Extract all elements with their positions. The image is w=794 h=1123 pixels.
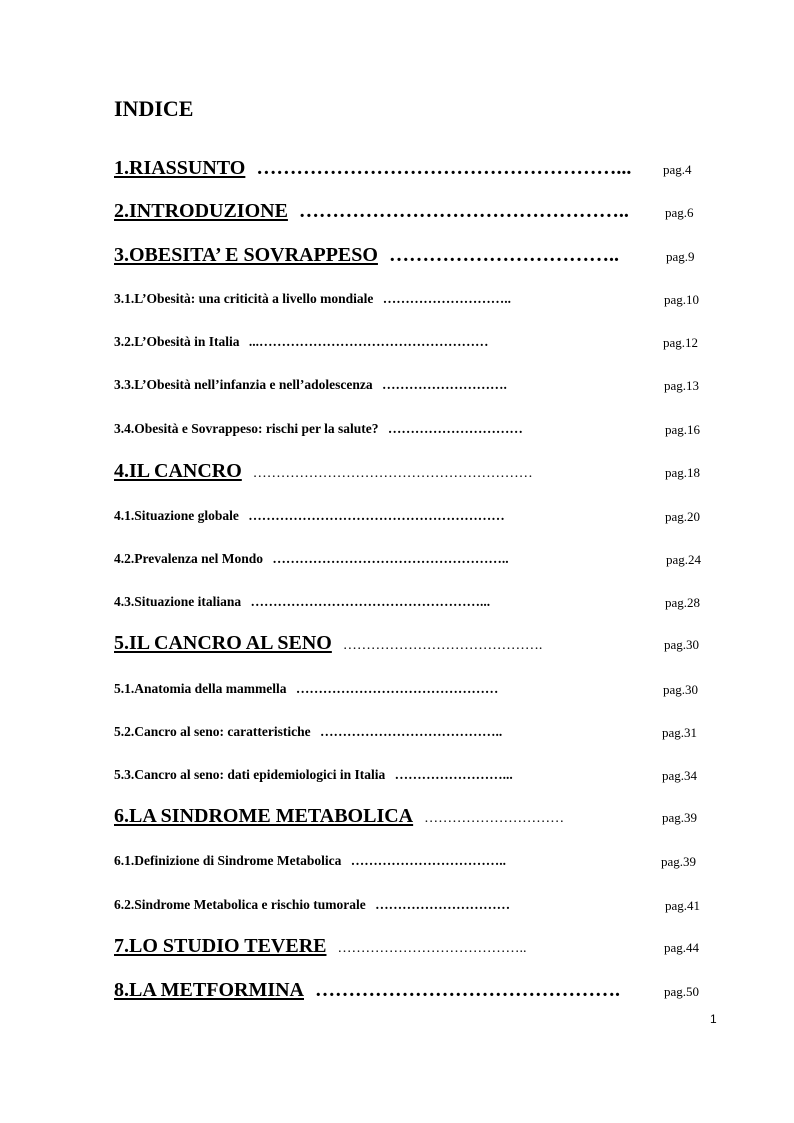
toc-entry-page: pag.41: [665, 898, 701, 913]
toc-entry-4-2[interactable]: [114, 551, 702, 567]
toc-entry-label: 3.1.L’Obesità: una criticità a livello mondiale: [114, 291, 374, 306]
toc-entry-3-4[interactable]: [114, 421, 701, 437]
toc-entry-label: 5.1.Anatomia della mammella: [114, 681, 287, 696]
toc-leader-dots: ……………………………………………………: [252, 466, 533, 481]
toc-entry-obesita-sovrappeso[interactable]: [114, 244, 695, 266]
toc-leader-dots: ……………………………………………..: [272, 551, 509, 566]
toc-entry-label: 6.2.Sindrome Metabolica e rischio tumorale: [114, 897, 366, 912]
toc-leader-dots: …………………………: [375, 897, 511, 912]
toc-entry-page: pag.24: [666, 552, 702, 567]
toc-entry-label: 6.LA SINDROME METABOLICA: [114, 805, 414, 827]
toc-entry-label: 3.3.L’Obesità nell’infanzia e nell’adolescenza: [114, 377, 373, 392]
toc-entry-label: 3.4.Obesità e Sovrappeso: rischi per la salute?: [114, 421, 379, 436]
toc-entry-page: pag.30: [664, 637, 700, 652]
toc-leader-dots: ……………………...: [394, 767, 513, 782]
toc-entry-3-2[interactable]: [114, 334, 699, 350]
page-number: 1: [710, 1012, 717, 1026]
toc-entry-sindrome-metabolica[interactable]: [114, 805, 698, 827]
toc-entry-5-2[interactable]: [114, 724, 698, 740]
toc-entry-page: pag.44: [664, 940, 700, 955]
toc-entry-page: pag.34: [662, 768, 698, 783]
toc-entry-page: pag.16: [665, 422, 701, 437]
toc-entry-page: pag.39: [662, 810, 698, 825]
toc-leader-dots: …………………………………………..: [298, 200, 629, 222]
toc-entry-page: pag.4: [663, 162, 692, 177]
toc-entry-riassunto[interactable]: [114, 157, 692, 179]
toc-entry-label: 5.3.Cancro al seno: dati epidemiologici in Italia: [114, 767, 386, 782]
toc-entry-metformina[interactable]: [114, 979, 700, 1001]
toc-entry-3-1[interactable]: [114, 291, 700, 307]
toc-entry-label: 5.2.Cancro al seno: caratteristiche: [114, 724, 311, 739]
toc-entry-label: 4.2.Prevalenza nel Mondo: [114, 551, 263, 566]
toc-entry-page: pag.13: [664, 378, 700, 393]
toc-entry-label: 2.INTRODUZIONE: [114, 200, 288, 222]
toc-entry-6-1[interactable]: [114, 853, 697, 869]
toc-leader-dots: ……………………………………….: [315, 979, 620, 1001]
toc-entry-label: 3.2.L’Obesità in Italia: [114, 334, 240, 349]
toc-entry-page: pag.30: [663, 682, 699, 697]
toc-entry-page: pag.50: [664, 984, 700, 999]
toc-entry-label: 7.LO STUDIO TEVERE: [114, 935, 327, 957]
toc-leader-dots: …………………………………………………: [248, 508, 505, 523]
toc-leader-dots: ……………………………..: [388, 244, 619, 266]
toc-leader-dots: ………………………………………………...: [256, 157, 632, 179]
toc-entry-page: pag.6: [665, 205, 694, 220]
toc-entry-6-2[interactable]: [114, 897, 701, 913]
page-title: INDICE: [114, 96, 194, 121]
toc-entry-label: 4.3.Situazione italiana: [114, 594, 242, 609]
toc-leader-dots: ……………………………..: [350, 853, 506, 868]
toc-leader-dots: …………………………………….: [342, 638, 543, 653]
toc-entry-page: pag.39: [661, 854, 697, 869]
toc-entry-page: pag.28: [665, 595, 701, 610]
toc-entry-5-3[interactable]: [114, 767, 698, 783]
toc-leader-dots: ……………………………………………...: [250, 594, 491, 609]
toc-leader-dots: ...……………………………………………: [248, 334, 489, 349]
toc-entry-cancro-seno[interactable]: [114, 632, 700, 654]
toc-leader-dots: ……………………….: [382, 377, 507, 392]
toc-entry-label: 4.1.Situazione globale: [114, 508, 239, 523]
toc-entry-5-1[interactable]: [114, 681, 699, 697]
toc-entry-label: 4.IL CANCRO: [114, 460, 242, 482]
toc-entry-label: 3.OBESITA’ E SOVRAPPESO: [114, 244, 378, 266]
toc-entry-label: 8.LA METFORMINA: [114, 979, 304, 1001]
toc-entry-4-1[interactable]: [114, 508, 701, 524]
toc-entry-page: pag.18: [665, 465, 701, 480]
toc-entry-4-3[interactable]: [114, 594, 701, 610]
toc-leader-dots: …………………………………..: [319, 724, 503, 739]
toc-leader-dots: …………………………: [387, 421, 523, 436]
toc-entry-page: pag.31: [662, 725, 698, 740]
toc-leader-dots: …………………………………..: [337, 941, 527, 956]
toc-entry-page: pag.9: [666, 249, 695, 264]
toc-entry-3-3[interactable]: [114, 377, 700, 393]
toc-entry-page: pag.20: [665, 509, 701, 524]
toc-entry-label: 1.RIASSUNTO: [114, 157, 246, 179]
toc-entry-introduzione[interactable]: [114, 200, 694, 222]
toc-entry-label: 6.1.Definizione di Sindrome Metabolica: [114, 853, 342, 868]
toc-leader-dots: ………………………..: [382, 291, 511, 306]
toc-leader-dots: ………………………………………: [295, 681, 499, 696]
toc-leader-dots: …………………………: [424, 811, 565, 826]
toc-entry-page: pag.10: [664, 292, 700, 307]
toc-entry-il-cancro[interactable]: [114, 460, 701, 482]
toc-entry-studio-tevere[interactable]: [114, 935, 700, 957]
toc-entry-label: 5.IL CANCRO AL SENO: [114, 632, 332, 654]
toc-entry-page: pag.12: [663, 335, 699, 350]
